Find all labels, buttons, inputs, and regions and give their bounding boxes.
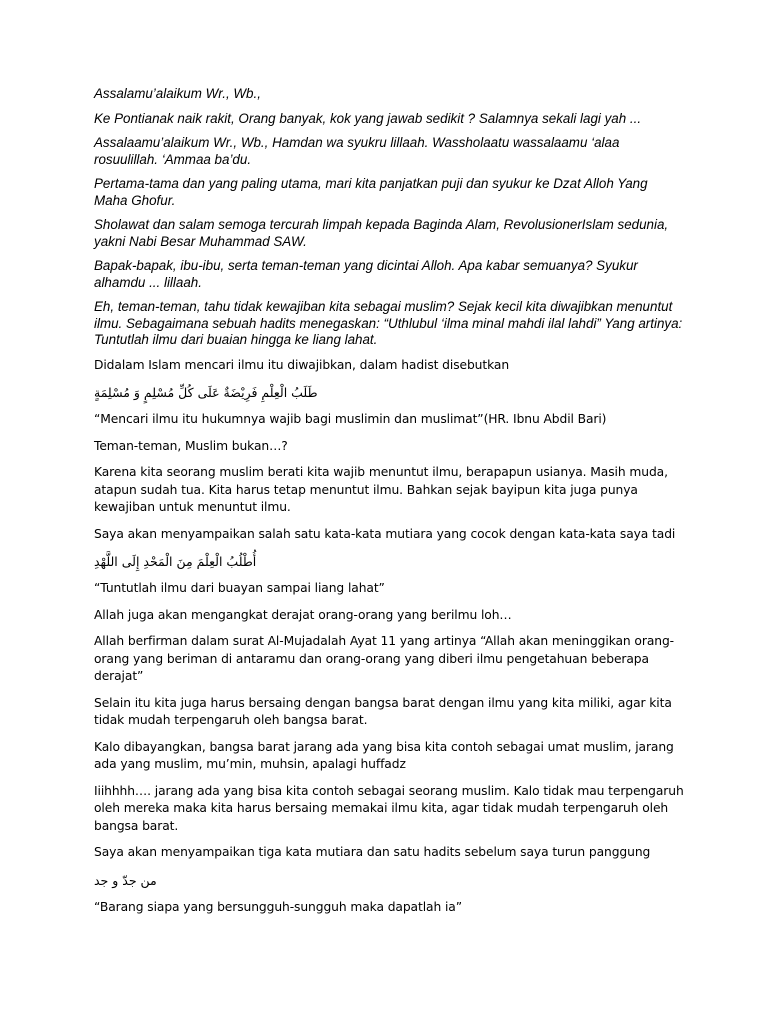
degree-paragraph: Allah juga akan mengangkat derajat orang-orang yang berilmu loh… <box>94 607 512 622</box>
question-paragraph: Teman-teman, Muslim bukan…? <box>94 438 288 453</box>
quote-translation-paragraph: “Tuntutlah ilmu dari buayan sampai liang lahat” <box>94 581 385 595</box>
quote-arabic-text: أُطْلُبُ الْعِلْمَ مِنَ الْمَحْدِ إِلَى اللَّهْدِ <box>94 554 257 569</box>
sholawat-paragraph: Sholawat dan salam semoga tercurah limpah kepada Baginda Alam, RevolusionerIslam sedunia, yakni Nabi Besar Muhammad SAW. <box>94 217 669 249</box>
opening-salam-paragraph: Assalaamu’alaikum Wr., Wb., Hamdan wa syukru lillaah. Wassholaatu wassalaamu ‘alaa rosuulillah. ‘Ammaa ba’du. <box>94 135 620 167</box>
closing-intro-paragraph: Saya akan menyampaikan tiga kata mutiara dan satu hadits sebelum saya turun panggung <box>94 845 651 859</box>
compete-paragraph: Selain itu kita juga harus bersaing dengan bangsa barat dengan ilmu yang kita miliki, agar kita tidak mudah terpengaruh oleh bangsa barat. <box>94 695 672 727</box>
audience-greeting-paragraph: Bapak-bapak, ibu-ibu, serta teman-teman yang dicintai Alloh. Apa kabar semuanya? Syukur alhamdu ... lillaah. <box>94 258 638 290</box>
influence-paragraph: Iiihhhh…. jarang ada yang bisa kita contoh sebagai seorang muslim. Kalo tidak mau terpengaruh oleh mereka maka kita harus bersaing memakai ilmu kita, agar tidak mudah terpengaruh oleh bangsa barat. <box>94 783 684 833</box>
quran-verse-paragraph: Allah berfirman dalam surat Al-Mujadalah Ayat 11 yang artinya “Allah akan meninggikan orang-orang yang beriman di antaramu dan orang-orang yang diberi ilmu pengetahuan beberapa derajat” <box>94 634 674 683</box>
hadith-arabic-text: طَلَبُ الْعِلْمِ فَرِيْضَةٌ عَلَى كُلِّ مُسْلِمٍ وَ مُسْلِمَةٍ <box>94 385 318 400</box>
west-paragraph: Kalo dibayangkan, bangsa barat jarang ada yang bisa kita contoh sebagai umat muslim, jarang ada yang muslim, mu’min, muhsin, apalagi huffadz <box>94 739 674 771</box>
explanation-paragraph: Karena kita seorang muslim berati kita wajib menuntut ilmu, berapapun usianya. Masih muda, atapun sudah tua. Kita harus tetap menuntut ilmu. Bahkan sejak bayipun kita juga punya kewajiban untuk menuntut ilmu. <box>94 465 668 514</box>
greeting-paragraph: Assalamu’alaikum Wr., Wb., <box>94 86 261 101</box>
quote-intro-paragraph: Saya akan menyampaikan salah satu kata-kata mutiara yang cocok dengan kata-kata saya tadi <box>94 526 676 541</box>
praise-paragraph: Pertama-tama dan yang paling utama, mari kita panjatkan puji dan syukur ke Dzat Alloh Yang Maha Ghofur. <box>94 176 648 208</box>
hadith-translation-paragraph: “Mencari ilmu itu hukumnya wajib bagi muslimin dan muslimat”(HR. Ibnu Abdil Bari) <box>94 412 607 426</box>
hadith-intro-paragraph: Didalam Islam mencari ilmu itu diwajibkan, dalam hadist disebutkan <box>94 357 510 372</box>
pantun-paragraph: Ke Pontianak naik rakit, Orang banyak, kok yang jawab sedikit ? Salamnya sekali lagi yah ... <box>94 110 642 126</box>
proverb-arabic-text: من جدّ و جد <box>94 872 157 888</box>
proverb-translation-paragraph: “Barang siapa yang bersungguh-sungguh maka dapatlah ia” <box>94 899 462 914</box>
obligation-paragraph: Eh, teman-teman, tahu tidak kewajiban kita sebagai muslim? Sejak kecil kita diwajibkan menuntut ilmu. Sebagaimana sebuah hadits menegaskan: “Uthlubul ‘ilma minal mahdi ilal lahdi” Yang artinya: Tuntutlah ilmu dari buaian hingga ke liang lahat. <box>94 299 683 347</box>
document-page <box>94 86 684 925</box>
